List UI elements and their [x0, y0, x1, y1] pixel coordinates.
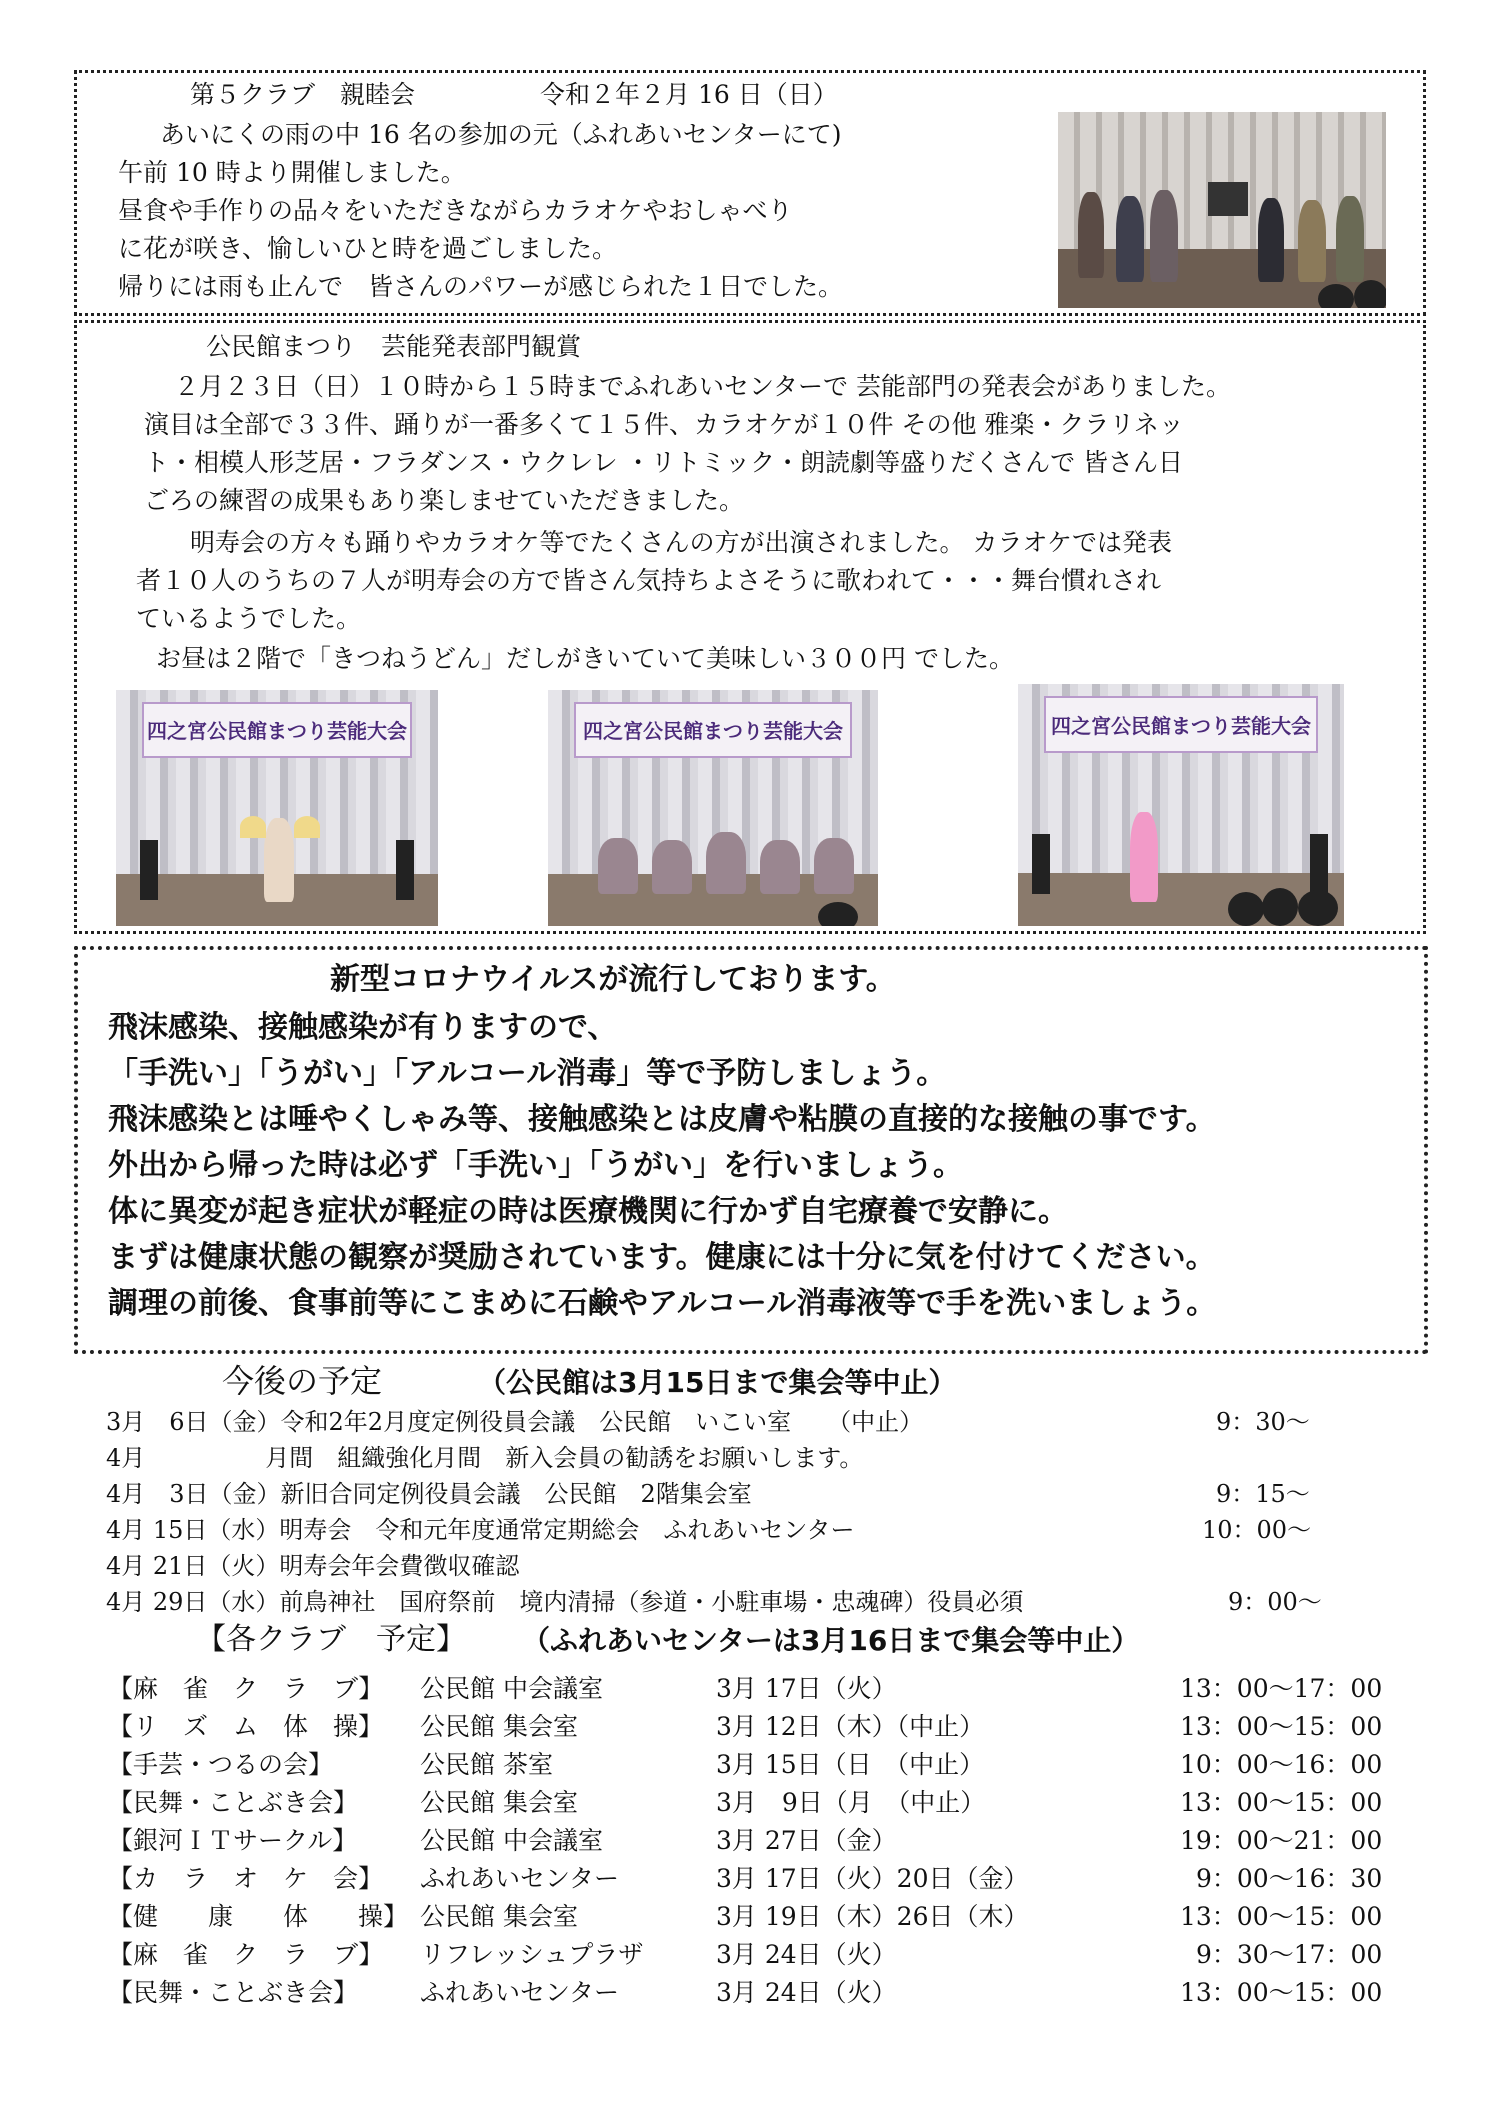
schedule-row-2-text: 4月 月間 組織強化月間 新入会員の勧誘をお願いします。 [106, 1444, 864, 1472]
club5-line-4: に花が咲き、愉しいひと時を過ごしました。 [118, 234, 618, 263]
club-row-6-date: 3月 17日（火）20日（金） [716, 1864, 1029, 1893]
notice-line-7: 調理の前後、食事前等にこまめに石鹸やアルコール消毒液等で手を洗いましょう。 [108, 1286, 1217, 1321]
schedule-row-3-text: 4月 3日（金）新旧合同定例役員会議 公民館 2階集会室 [106, 1480, 752, 1508]
banner-text: 四之宮公民館まつり芸能大会 [574, 702, 851, 758]
club5-line-3: 昼食や手作りの品々をいただきながらカラオケやおしゃべり [118, 196, 793, 225]
club-row-8-date: 3月 24日（火） [716, 1940, 897, 1969]
club5-line-2: 午前 10 時より開催しました。 [118, 158, 466, 187]
club-row-3-time: 10：00～16：00 [1180, 1750, 1383, 1779]
notice-heading: 新型コロナウイルスが流行しております。 [330, 962, 896, 997]
club5-title: 第５クラブ 親睦会 令和２年２月 16 日（日） [190, 80, 838, 109]
schedule-row-6-time: 9：00～ [1228, 1588, 1322, 1616]
club-row-5-time: 19：00～21：00 [1180, 1826, 1383, 1855]
notice-line-5: 体に異変が起き症状が軽症の時は医療機関に行かず自宅療養で安静に。 [108, 1194, 1068, 1229]
notice-line-4: 外出から帰った時は必ず「手洗い」「うがい」を行いましょう。 [108, 1148, 963, 1183]
festival-line-1: ２月２３日（日）１０時から１５時までふれあいセンターで 芸能部門の発表会がありました。 [174, 372, 1231, 401]
club-row-7-date: 3月 19日（木）26日（木） [716, 1902, 1029, 1931]
club-row-5-name: 【銀河ＩＴサークル】 [108, 1826, 358, 1855]
club-row-4-date: 3月 9日（月 （中止） [716, 1788, 986, 1817]
festival-photo-3 [1018, 684, 1344, 926]
banner-text: 四之宮公民館まつり芸能大会 [1044, 696, 1318, 753]
club5-line-5: 帰りには雨も止んで 皆さんのパワーが感じられた１日でした。 [118, 272, 844, 301]
club-row-2-place: 公民館 集会室 [420, 1712, 578, 1741]
notice-line-1: 飛沫感染、接触感染が有りますので、 [108, 1010, 618, 1045]
club5-line-1: あいにくの雨の中 16 名の参加の元（ふれあいセンターにて) [160, 120, 842, 149]
festival-line-2: 演目は全部で３３件、踊りが一番多くて１５件、カラオケが１０件 その他 雅楽・クラリネッ [144, 410, 1184, 439]
club-row-8-name: 【麻 雀 ク ラ ブ】 [108, 1940, 384, 1969]
festival-line-7: ているようでした。 [136, 604, 362, 633]
club-row-8-place: リフレッシュプラザ [420, 1940, 644, 1969]
notice-line-2: 「手洗い」「うがい」「アルコール消毒」等で予防しましょう。 [108, 1056, 947, 1091]
schedule-row-6-text: 4月 29日（水）前鳥神社 国府祭前 境内清掃（参道・小駐車場・忠魂碑）役員必須 [106, 1588, 1024, 1616]
club-row-8-time: 9：30～17：00 [1196, 1940, 1383, 1969]
club-row-6-time: 9：00～16：30 [1196, 1864, 1383, 1893]
club-row-9-date: 3月 24日（火） [716, 1978, 897, 2007]
club-row-9-name: 【民舞・ことぶき会】 [108, 1978, 359, 2007]
club-row-2-date: 3月 12日（木）（中止） [716, 1712, 985, 1741]
club-row-3-date: 3月 15日（日 （中止） [716, 1750, 985, 1779]
club-row-1-name: 【麻 雀 ク ラ ブ】 [108, 1674, 384, 1703]
club-row-6-name: 【カ ラ オ ケ 会】 [108, 1864, 384, 1893]
club-row-1-place: 公民館 中会議室 [420, 1674, 603, 1703]
schedule-row-3-time: 9：15～ [1216, 1480, 1310, 1508]
club-row-5-place: 公民館 中会議室 [420, 1826, 603, 1855]
club-row-7-name: 【健 康 体 操】 [108, 1902, 409, 1931]
club-row-9-place: ふれあいセンター [420, 1978, 620, 2007]
clubs-heading: 【各クラブ 予定】 [196, 1622, 466, 1657]
banner-text: 四之宮公民館まつり芸能大会 [142, 702, 413, 758]
karaoke-photo [1058, 112, 1386, 308]
festival-line-4: ごろの練習の成果もあり楽しませていただきました。 [144, 486, 745, 515]
festival-line-6: 者１０人のうちの７人が明寿会の方で皆さん気持ちよさそうに歌われて・・・舞台慣れされ [136, 566, 1162, 595]
club-row-2-name: 【リ ズ ム 体 操】 [108, 1712, 384, 1741]
notice-line-6: まずは健康状態の観察が奨励されています。健康には十分に気を付けてください。 [108, 1240, 1216, 1275]
club-row-2-time: 13：00～15：00 [1180, 1712, 1383, 1741]
festival-line-3: ト・相模人形芝居・フラダンス・ウクレレ ・リトミック・朗読劇等盛りだくさんで 皆さん日 [144, 448, 1184, 477]
schedule-row-5-text: 4月 21日（火）明寿会年会費徴収確認 [106, 1552, 520, 1580]
club-row-5-date: 3月 27日（金） [716, 1826, 897, 1855]
club-row-7-time: 13：00～15：00 [1180, 1902, 1383, 1931]
club-row-4-place: 公民館 集会室 [420, 1788, 578, 1817]
schedule-heading-note: （公民館は3月15日まで集会等中止） [478, 1366, 957, 1399]
club-row-7-place: 公民館 集会室 [420, 1902, 578, 1931]
festival-photo-1 [116, 690, 438, 926]
club-row-6-place: ふれあいセンター [420, 1864, 620, 1893]
festival-photo-2 [548, 690, 878, 926]
schedule-row-1-text: 3月 6日（金）令和2年2月度定例役員会議 公民館 いこい室 （中止） [106, 1408, 924, 1436]
schedule-heading: 今後の予定 [222, 1362, 383, 1400]
festival-title: 公民館まつり 芸能発表部門観賞 [206, 332, 582, 361]
notice-line-3: 飛沫感染とは唾やくしゃみ等、接触感染とは皮膚や粘膜の直接的な接触の事です。 [108, 1102, 1216, 1137]
club-row-4-name: 【民舞・ことぶき会】 [108, 1788, 359, 1817]
schedule-row-1-time: 9：30～ [1216, 1408, 1310, 1436]
club-row-9-time: 13：00～15：00 [1180, 1978, 1383, 2007]
festival-line-8: お昼は２階で「きつねうどん」だしがきいていて美味しい３００円 でした。 [156, 644, 1014, 673]
festival-line-5: 明寿会の方々も踊りやカラオケ等でたくさんの方が出演されました。 カラオケでは発表 [190, 528, 1172, 557]
club-row-4-time: 13：00～15：00 [1180, 1788, 1383, 1817]
club-row-3-place: 公民館 茶室 [420, 1750, 553, 1779]
club-row-1-time: 13：00～17：00 [1180, 1674, 1383, 1703]
club-row-1-date: 3月 17日（火） [716, 1674, 897, 1703]
clubs-heading-note: （ふれあいセンターは3月16日まで集会等中止） [522, 1624, 1140, 1657]
schedule-row-4-time: 10：00～ [1202, 1516, 1312, 1544]
schedule-row-4-text: 4月 15日（水）明寿会 令和元年度通常定期総会 ふれあいセンター [106, 1516, 855, 1544]
club-row-3-name: 【手芸・つるの会】 [108, 1750, 334, 1779]
